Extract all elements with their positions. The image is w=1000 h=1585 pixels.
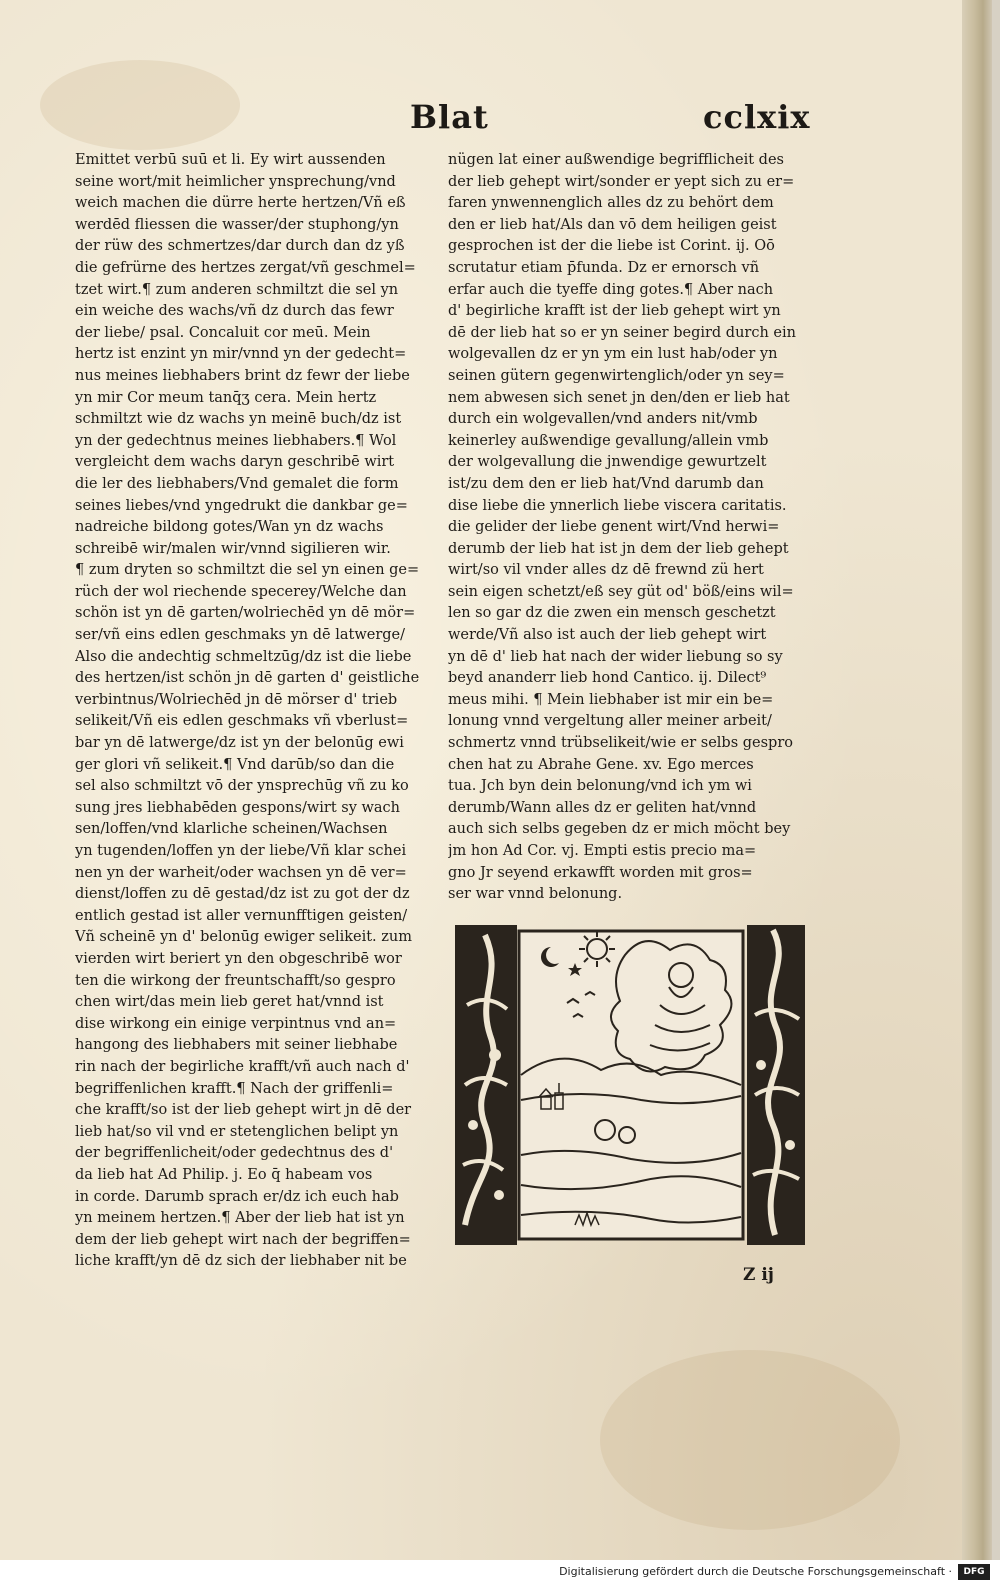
text-line: rin nach der begirliche krafft/vñ auch nach d' — [75, 1058, 410, 1075]
text-line: beyd ananderr lieb hond Cantico. ij. Dilect⁹ — [448, 670, 767, 687]
text-line: vergleicht dem wachs daryn geschribē wirt — [75, 454, 395, 471]
text-line: gesprochen ist der die liebe ist Corint. ij. Oō — [448, 238, 775, 255]
footer-bar — [0, 1560, 1000, 1585]
text-line: bar yn dē latwerge/dz ist yn der belonūg ewi — [75, 735, 404, 752]
text-line: gno Jr seyend erkawfft worden mit gros= — [448, 864, 753, 881]
text-line: die ler des liebhabers/Vnd gemalet die form — [75, 475, 399, 492]
text-line: seines liebes/vnd yngedrukt die dankbar ge= — [75, 497, 408, 514]
text-line: len so gar dz die zwen ein mensch geschetzt — [448, 605, 776, 622]
text-line: nus meines liebhabers brint dz fewr der liebe — [75, 367, 410, 384]
text-line: yn mir Cor meum tanq̄ʒ cera. Mein hertz — [75, 389, 377, 406]
text-line: chen wirt/das mein lieb geret hat/vnnd ist — [75, 994, 384, 1011]
text-line: verbintnus/Wolriechēd jn dē mörser d' trieb — [75, 691, 398, 708]
text-line: liche krafft/yn dē dz sich der liebhaber nit be — [75, 1253, 407, 1270]
left-text-column — [75, 150, 435, 1273]
text-line: auch sich selbs gegeben dz er mich möcht bey — [448, 821, 791, 838]
text-line: derumb der lieb hat ist jn dem der lieb gehept — [448, 540, 789, 557]
text-line: yn dē d' lieb hat nach der wider liebung so sy — [448, 648, 783, 665]
text-line: weich machen die dürre herte hertzen/Vñ eß — [75, 195, 406, 212]
text-line: dise liebe die ynnerlich liebe viscera caritatis. — [448, 497, 787, 514]
text-line: in corde. Darumb sprach er/dz ich euch hab — [75, 1188, 399, 1205]
signature-mark: Z ij — [743, 1265, 774, 1285]
text-line: keinerley außwendige gevallung/allein vmb — [448, 432, 769, 449]
text-line: che krafft/so ist der lieb gehept wirt jn dē der — [75, 1102, 412, 1119]
running-head — [75, 98, 811, 138]
clouds-figure — [611, 941, 731, 1071]
text-line: wolgevallen dz er yn ym ein lust hab/oder yn — [448, 346, 778, 363]
text-line: tua. Jch byn dein belonung/vnd ich ym wi — [448, 778, 752, 795]
text-line: werde/Vñ also ist auch der lieb gehept wirt — [448, 627, 767, 644]
text-line: sen/loffen/vnd klarliche scheinen/Wachsen — [75, 821, 388, 838]
text-line: ist/zu dem den er lieb hat/Vnd darumb dan — [448, 475, 764, 492]
text-line: dem der lieb gehept wirt nach der begriffen= — [75, 1231, 411, 1248]
text-line: der lieb gehept wirt/sonder er yept sich zu er= — [448, 173, 795, 190]
text-line: der rüw des schmertzes/dar durch dan dz yß — [75, 238, 405, 255]
text-line: d' begirliche krafft ist der lieb gehept wirt yn — [448, 303, 781, 320]
text-line: begriffenlichen krafft.¶ Nach der griffenli= — [75, 1080, 394, 1097]
text-line: Emittet verbū suū et li. Ey wirt aussenden — [75, 152, 386, 168]
text-line: schmertz vnnd trübselikeit/wie er selbs gespro — [448, 735, 793, 752]
text-line: vierden wirt beriert yn den obgeschribē wor — [75, 950, 402, 967]
text-line: sel also schmiltzt vō der ynsprechūg vñ zu ko — [75, 778, 409, 795]
text-line: sung jres liebhabēden gespons/wirt sy wach — [75, 799, 401, 816]
text-line: dienst/loffen zu dē gestad/dz ist zu got der dz — [75, 886, 410, 903]
text-line: schön ist yn dē garten/wolriechēd yn dē mör= — [75, 605, 416, 622]
text-line: dise wirkong ein einige verpintnus vnd an= — [75, 1015, 397, 1032]
text-line: der wolgevallung die jnwendige gewurtzelt — [448, 454, 767, 471]
text-line: lieb hat/so vil vnd er stetenglichen belipt yn — [75, 1123, 399, 1140]
text-line: schmiltzt wie dz wachs yn meinē buch/dz ist — [75, 411, 402, 428]
text-line: seinen gütern gegenwirtenglich/oder yn sey= — [448, 367, 785, 384]
text-line: chen hat zu Abrahe Gene. xv. Ego merces — [448, 756, 754, 773]
text-line: yn der gedechtnus meines liebhabers.¶ Wol — [75, 432, 397, 449]
woodcut-illustration — [455, 925, 805, 1245]
text-line: jm hon Ad Cor. vj. Empti estis precio ma= — [448, 843, 757, 859]
text-line: derumb/Wann alles dz er geliten hat/vnnd — [448, 799, 757, 816]
dfg-logo: DFG — [958, 1564, 990, 1580]
text-line: nügen lat einer außwendige begrifflicheit des — [448, 152, 784, 168]
text-line: wirt/so vil vnder alles dz dē frewnd zü hert — [448, 562, 764, 579]
text-line: werdēd fliessen die wasser/der stuphong/yn — [75, 216, 399, 233]
right-text-column — [448, 150, 800, 906]
text-line: faren ynwennenglich alles dz zu behört dem — [448, 195, 774, 212]
text-line: dē der lieb hat so er yn seiner begird durch ein — [448, 324, 796, 341]
text-line: meus mihi. ¶ Mein liebhaber ist mir ein be= — [448, 691, 774, 708]
text-line: nen yn der warheit/oder wachsen yn dē ver= — [75, 864, 407, 881]
text-line: ¶ zum dryten so schmiltzt die sel yn einen ge= — [75, 562, 420, 579]
text-line: die gelider der liebe genent wirt/Vnd herwi= — [448, 519, 780, 536]
text-line: ger glori vñ selikeit.¶ Vnd darūb/so dan die — [75, 756, 395, 773]
text-line: ser war vnnd belonung. — [448, 886, 623, 903]
text-line: ser/vñ eins edlen geschmaks yn dē latwerge/ — [75, 627, 406, 644]
text-line: selikeit/Vñ eis edlen geschmaks vñ vberlust= — [75, 713, 409, 730]
text-line: hertz ist enzint yn mir/vnnd yn der gedecht= — [75, 346, 407, 363]
text-line: scrutatur etiam p̄funda. Dz er ernorsch vñ — [448, 259, 760, 276]
text-line: der liebe/ psal. Concaluit cor meū. Mein — [75, 324, 371, 341]
text-line: sein eigen schetzt/eß sey güt od' böß/eins wil= — [448, 583, 794, 600]
page-edge — [962, 0, 992, 1560]
running-title: Blat — [410, 98, 489, 136]
text-line: tzet wirt.¶ zum anderen schmiltzt die sel yn — [75, 281, 399, 298]
text-line: yn tugenden/loffen yn der liebe/Vñ klar schei — [75, 843, 407, 859]
text-line: entlich gestad ist aller vernunfftigen geisten/ — [75, 907, 408, 924]
text-line: die gefrürne des hertzes zergat/vñ geschmel= — [75, 259, 416, 276]
text-line: schreibē wir/malen wir/vnnd sigilieren wir. — [75, 540, 391, 557]
text-line: nadreiche bildong gotes/Wan yn dz wachs — [75, 519, 384, 536]
text-line: durch ein wolgevallen/vnd anders nit/vmb — [448, 411, 758, 428]
folio-number: cclxix — [703, 98, 811, 136]
text-line: lonung vnnd vergeltung aller meiner arbeit/ — [448, 713, 772, 730]
text-line: rüch der wol riechende specerey/Welche dan — [75, 583, 407, 600]
paper-stain — [600, 1350, 900, 1530]
text-line: yn meinem hertzen.¶ Aber der lieb hat ist yn — [75, 1210, 405, 1227]
text-line: den er lieb hat/Als dan vō dem heiligen geist — [448, 216, 777, 233]
text-line: erfar auch die tyeffe ding gotes.¶ Aber nach — [448, 281, 774, 298]
text-line: seine wort/mit heimlicher ynsprechung/vnd — [75, 173, 396, 190]
text-line: der begriffenlicheit/oder gedechtnus des d' — [75, 1145, 394, 1162]
text-line: Vñ scheinē yn d' belonūg ewiger selikeit. zum — [75, 929, 412, 946]
sun-icon — [579, 931, 615, 967]
text-line: da lieb hat Ad Philip. j. Eo q̄ habeam vos — [75, 1166, 373, 1183]
footer-credit: Digitalisierung gefördert durch die Deutsche Forschungsgemeinschaft · — [559, 1565, 952, 1578]
text-line: des hertzen/ist schön jn dē garten d' geistliche — [75, 670, 420, 687]
text-line: ein weiche des wachs/vñ dz durch das fewr — [75, 303, 394, 320]
text-line: hangong des liebhabers mit seiner liebhabe — [75, 1037, 398, 1054]
text-line: Also die andechtig schmeltzūg/dz ist die liebe — [75, 648, 412, 665]
text-line: nem abwesen sich senet jn den/den er lieb hat — [448, 389, 790, 406]
text-line: ten die wirkong der freuntschafft/so gespro — [75, 972, 396, 989]
